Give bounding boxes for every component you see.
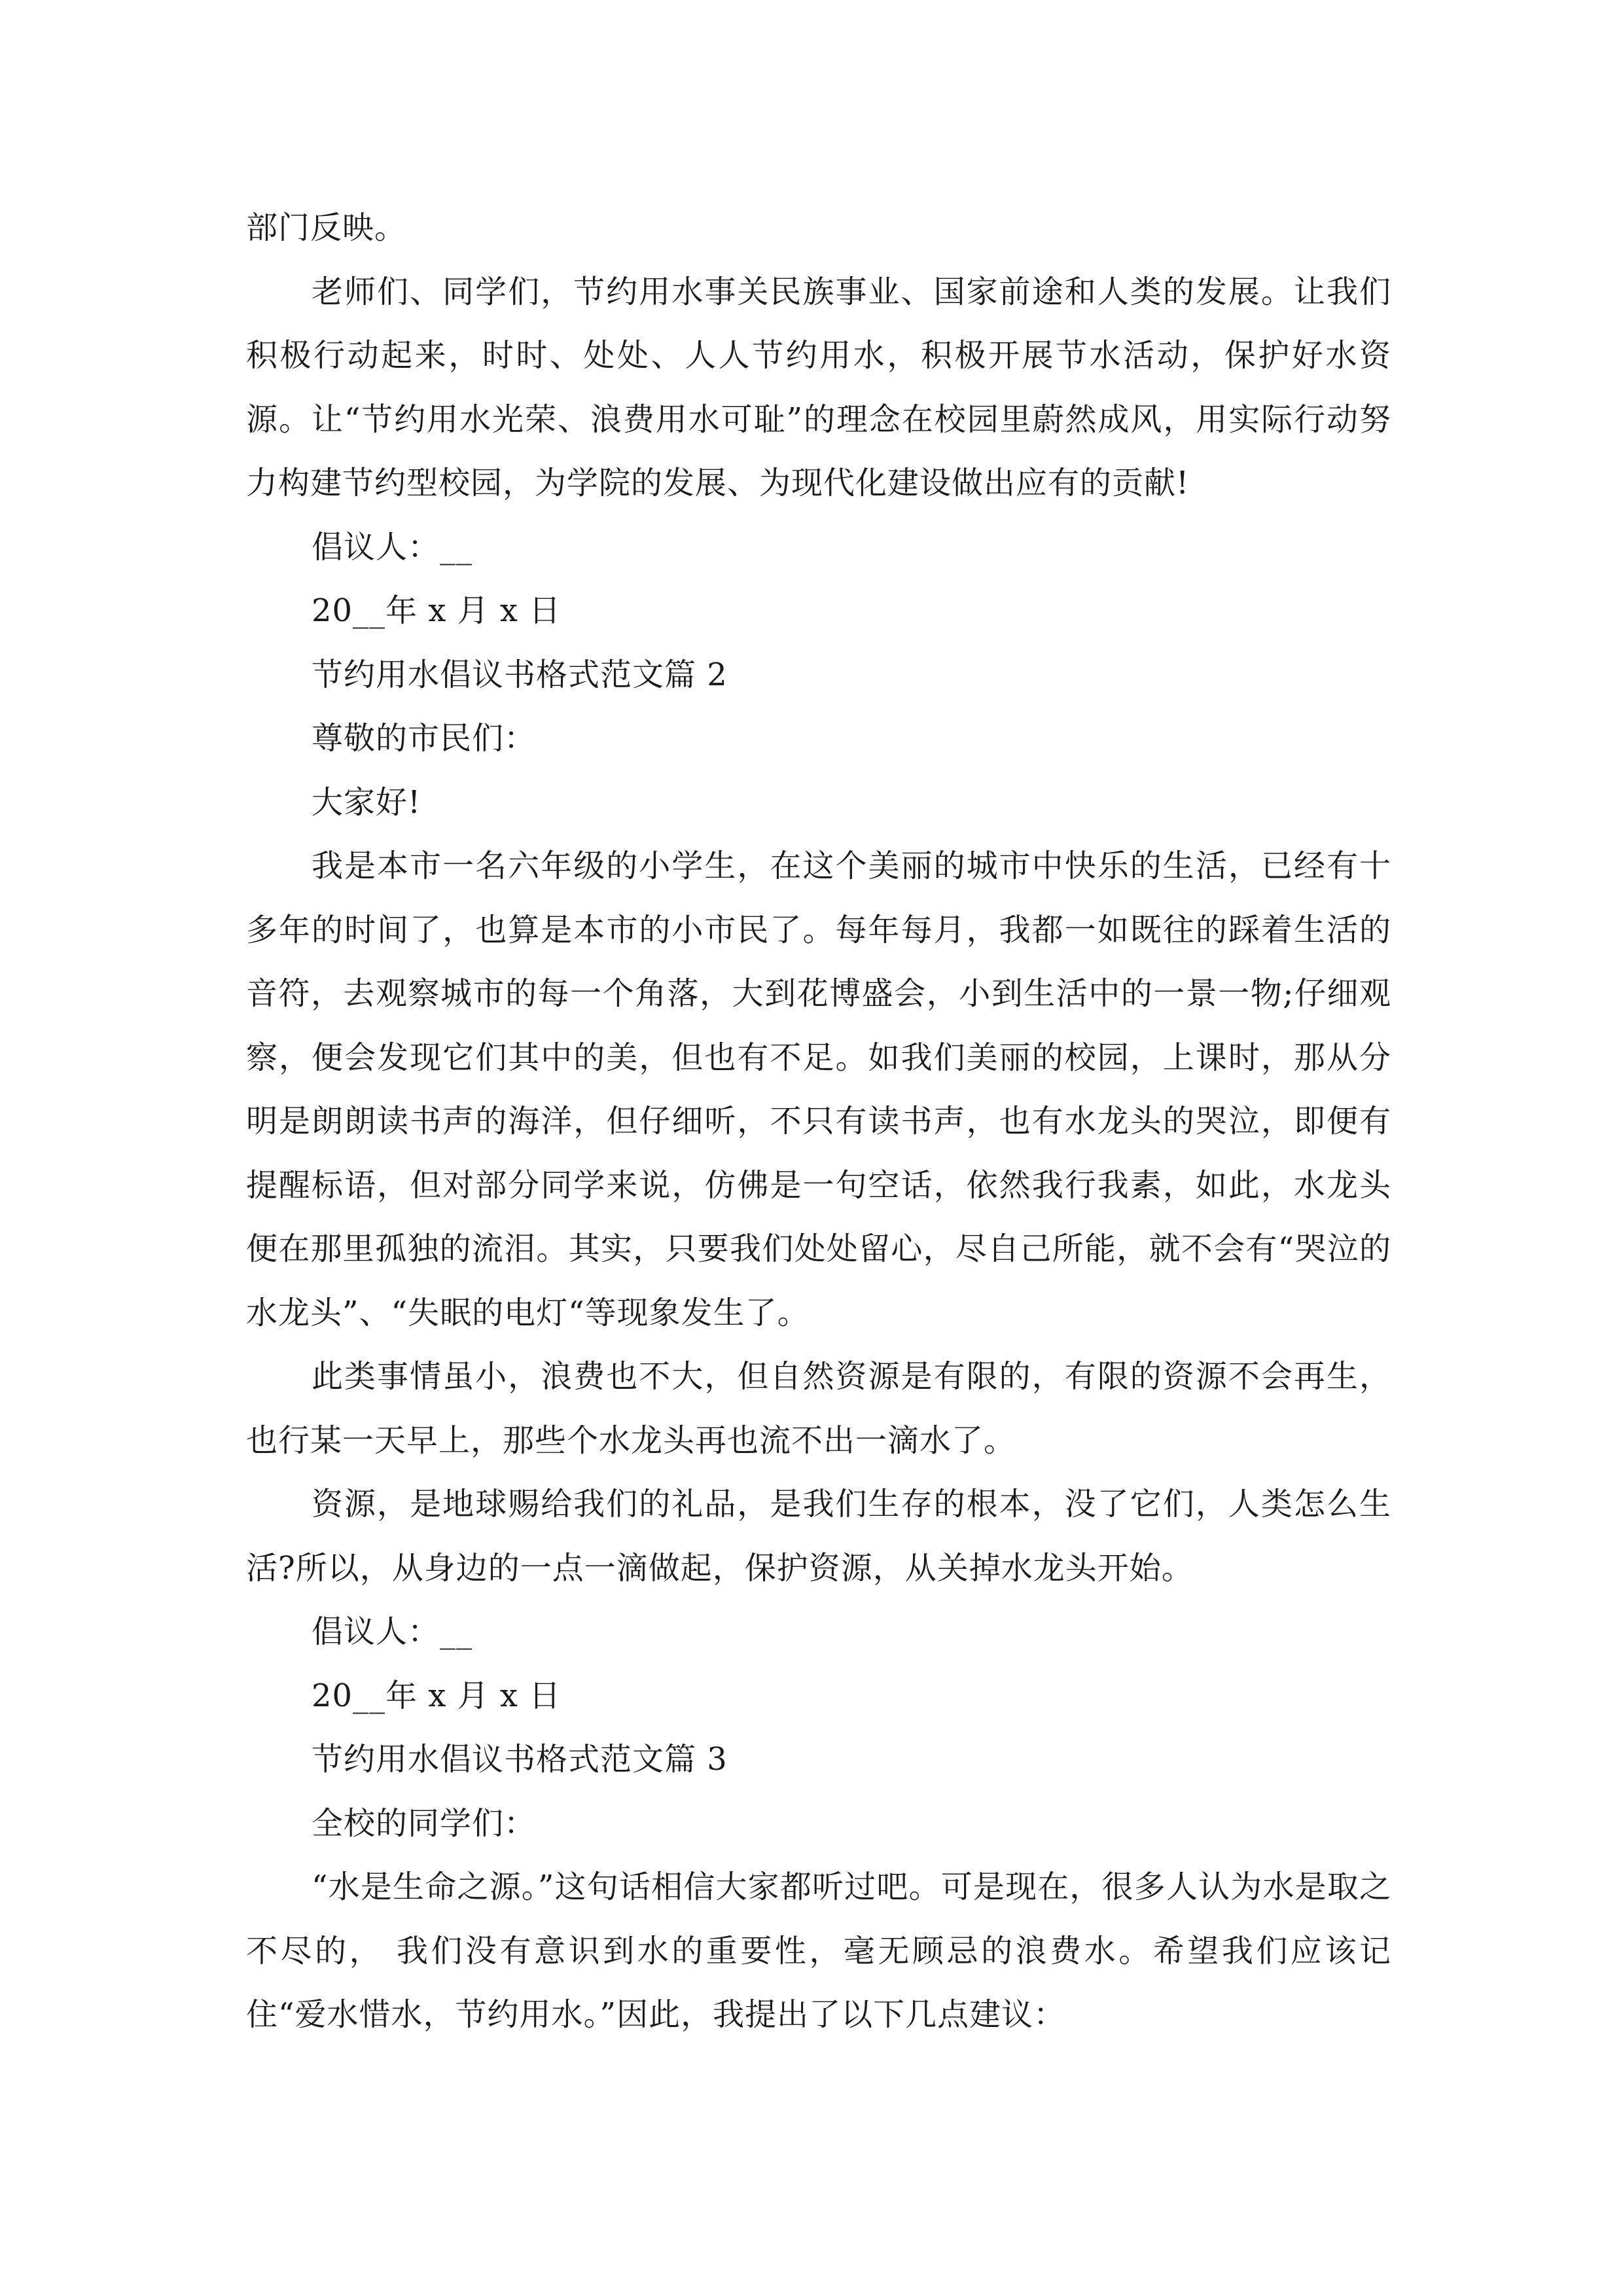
paragraph-6: “水是生命之源。”这句话相信大家都听过吧。可是现在，很多人认为水是取之不尽的， 我们没有意识到水的重要性，毫无顾忌的浪费水。希望我们应该记住“爱水惜水，节约用水。”因此，我提出了以下几点建议： bbox=[246, 1869, 1391, 2033]
signature-line-2: 倡议人：__ bbox=[312, 1613, 473, 1650]
paragraph-1: 部门反映。 bbox=[246, 209, 407, 246]
signature-line-1: 倡议人：__ bbox=[312, 528, 473, 565]
section-title-3: 节约用水倡议书格式范文篇 3 bbox=[312, 1741, 728, 1778]
salutation-2: 尊敬的市民们： bbox=[312, 720, 537, 757]
greeting-2: 大家好! bbox=[312, 783, 421, 821]
paragraph-3: 我是本市一名六年级的小学生，在这个美丽的城市中快乐的生活，已经有十多年的时间了，也算是本市的小市民了。每年每月，我都一如既往的踩着生活的音符，去观察城市的每一个角落，大到花博盛会，小到生活中的一景一物;仔细观察，便会发现它们其中的美，但也有不足。如我们美丽的校园，上课时，那从分明是朗朗读书声的海洋，但仔细听，不只有读书声，也有水龙头的哭泣，即便有提醒标语，但对部分同学来说，仿佛是一句空话，依然我行我素，如此，水龙头便在那里孤独的流泪。其实，只要我们处处留心，尽自己所能，就不会有“哭泣的水龙头”、“失眠的电灯“等现象发生了。 bbox=[246, 848, 1391, 1331]
paragraph-5: 资源，是地球赐给我们的礼品，是我们生存的根本，没了它们，人类怎么生活?所以，从身边的一点一滴做起，保护资源，从关掉水龙头开始。 bbox=[246, 1486, 1391, 1587]
section-title-2: 节约用水倡议书格式范文篇 2 bbox=[312, 656, 728, 693]
date-line-2: 20__年 x 月 x 日 bbox=[312, 1677, 562, 1714]
paragraph-2: 老师们、同学们，节约用水事关民族事业、国家前途和人类的发展。让我们积极行动起来，时时、处处、人人节约用水，积极开展节水活动，保护好水资源。让“节约用水光荣、浪费用水可耻”的理念在校园里蔚然成风，用实际行动努力构建节约型校园，为学院的发展、为现代化建设做出应有的贡献! bbox=[246, 273, 1391, 501]
salutation-3: 全校的同学们： bbox=[312, 1804, 537, 1842]
paragraph-4: 此类事情虽小，浪费也不大，但自然资源是有限的，有限的资源不会再生，也行某一天早上，那些个水龙头再也流不出一滴水了。 bbox=[246, 1358, 1391, 1459]
date-line-1: 20__年 x 月 x 日 bbox=[312, 592, 562, 629]
document-body bbox=[246, 196, 1391, 2047]
